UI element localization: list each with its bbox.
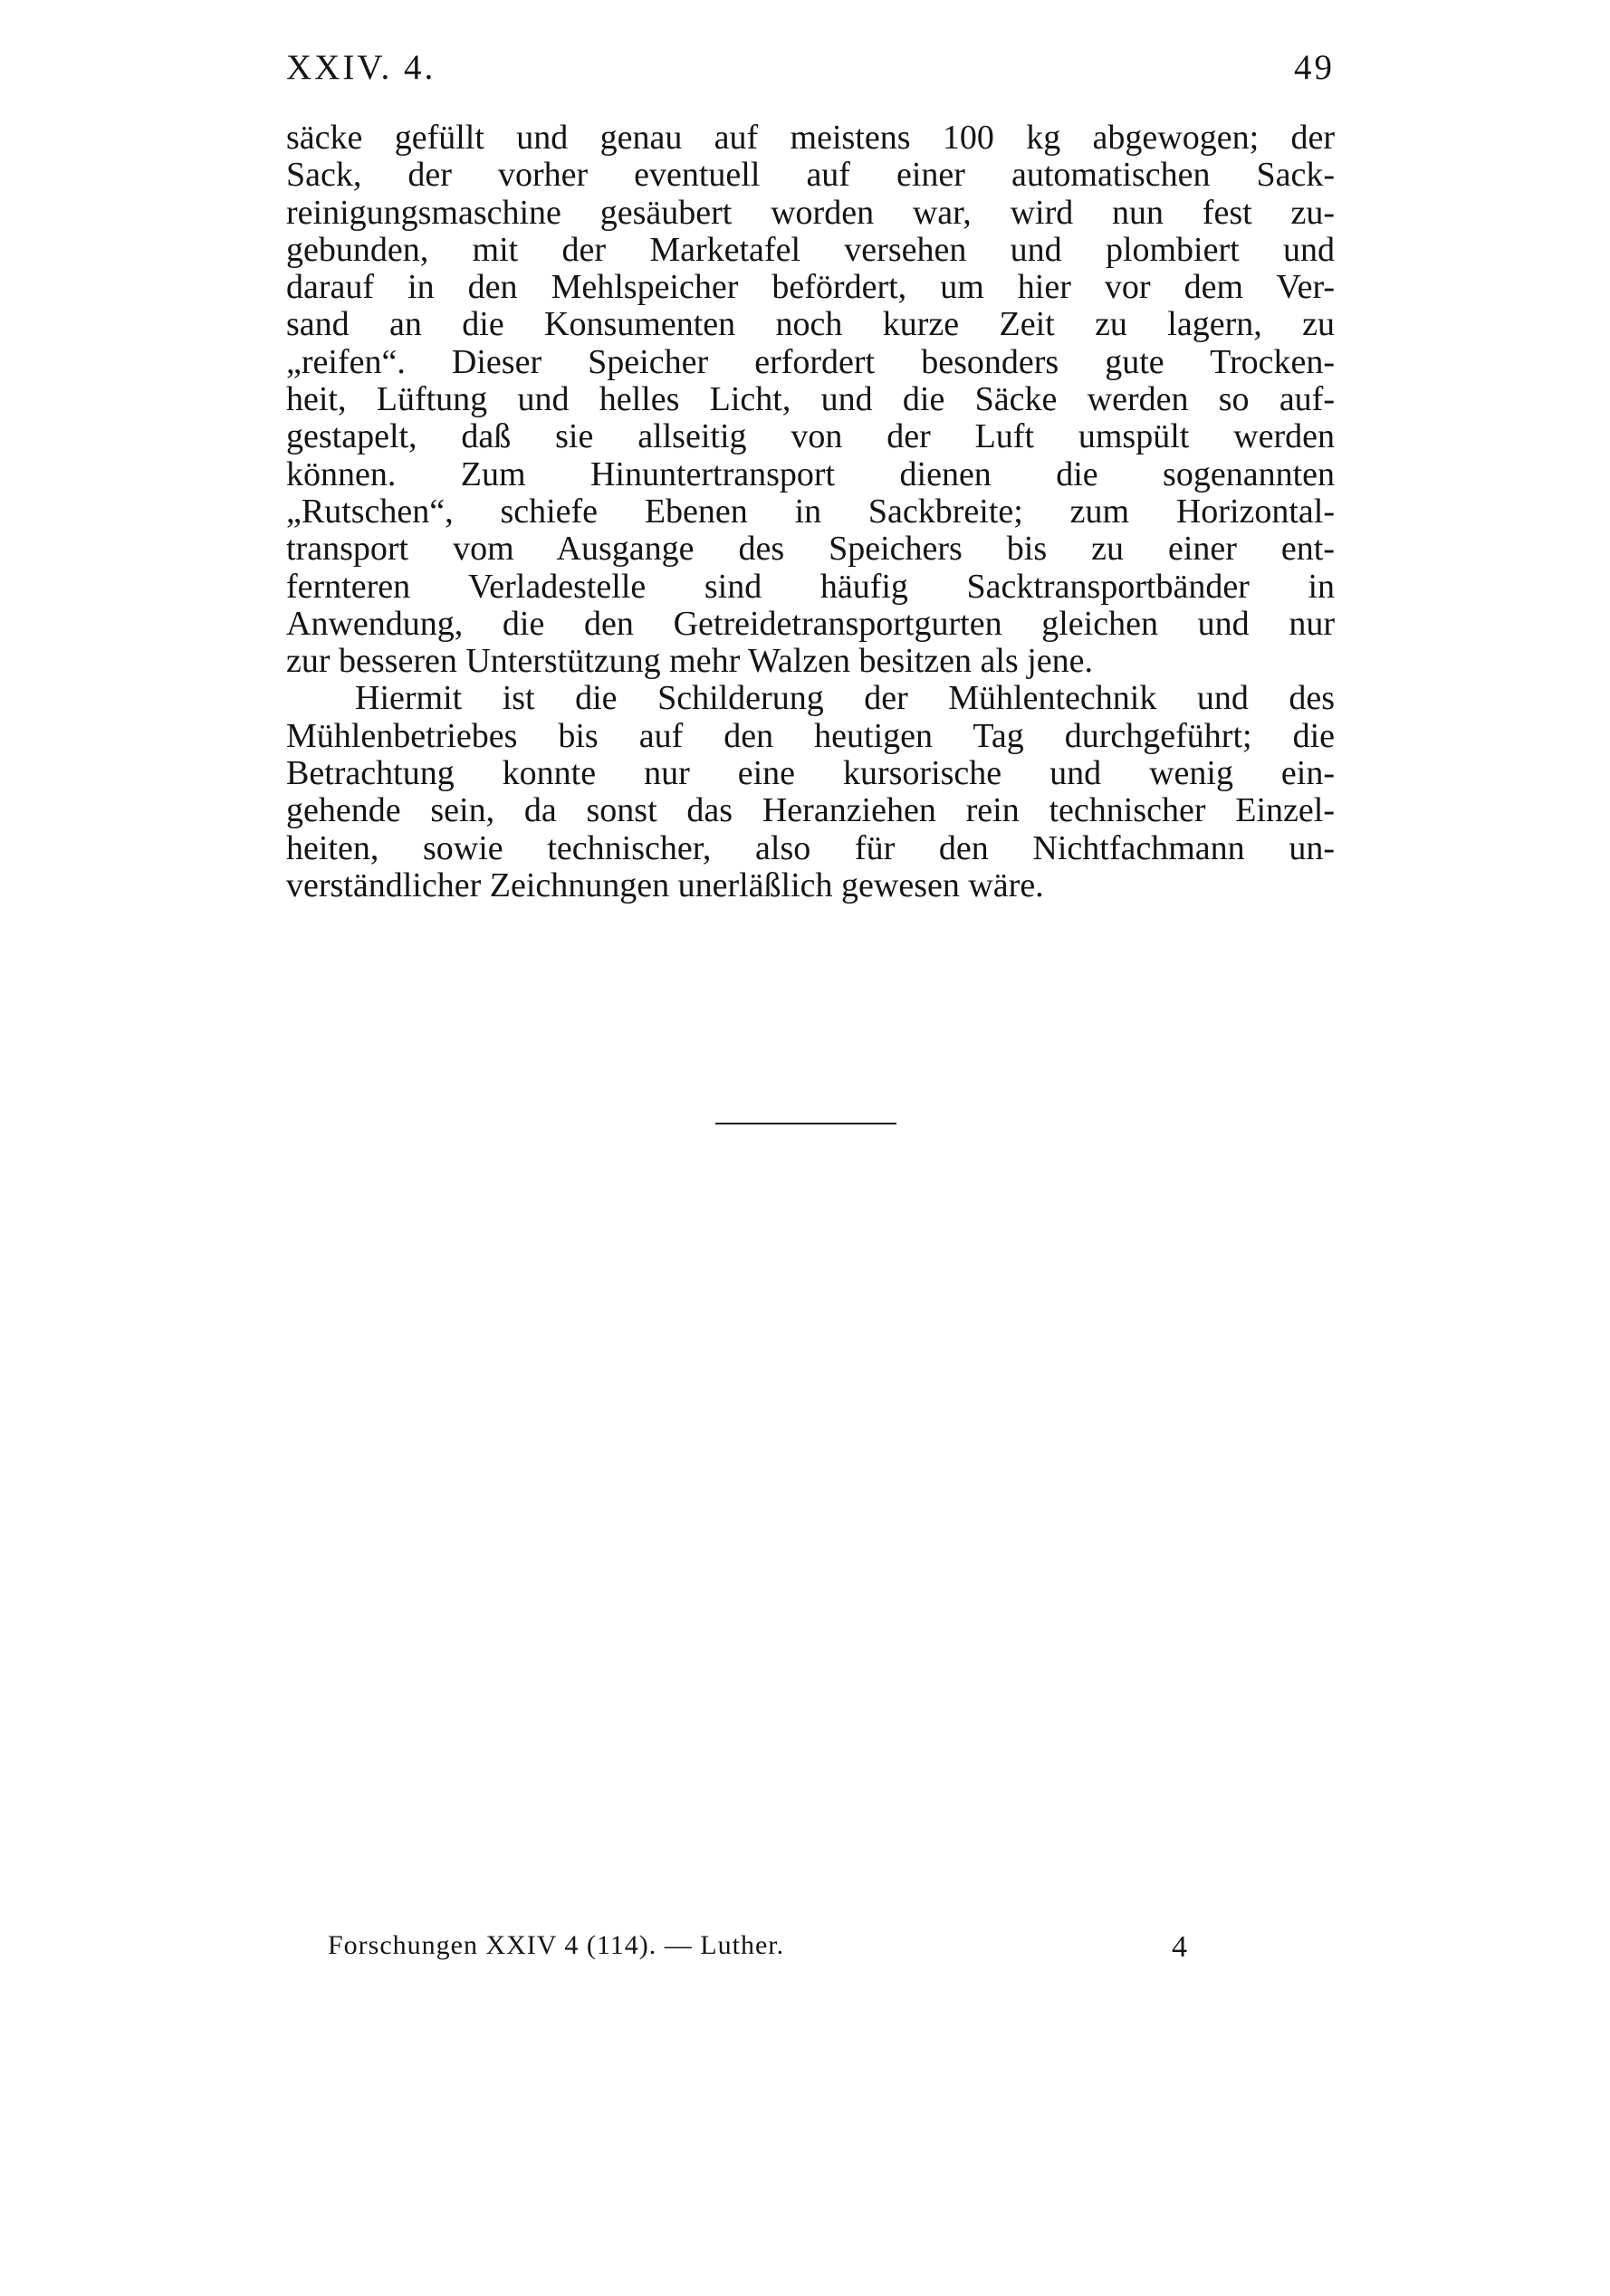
text-line: Hiermit ist die Schilderung der Mühlentechnik und des <box>355 679 1335 718</box>
text-line: „reifen“. Dieser Speicher erfordert besonders gute Trocken- <box>286 342 1335 381</box>
text-line: „Rutschen“, schiefe Ebenen in Sackbreite; zum Horizontal- <box>286 492 1335 531</box>
text-line: fernteren Verladestelle sind häufig Sacktransportbänder in <box>286 567 1335 606</box>
text-line: verständlicher Zeichnungen unerläßlich gewesen wäre. <box>286 866 1044 904</box>
text-line: säcke gefüllt und genau auf meistens 100 kg abgewogen; der <box>286 119 1335 157</box>
paragraph-2 <box>286 680 1335 904</box>
running-head <box>286 47 1335 92</box>
text-line: heiten, sowie technischer, also für den Nichtfachmann un- <box>286 828 1335 867</box>
text-line: gestapelt, daß sie allseitig von der Luft umspült werden <box>286 417 1335 456</box>
paragraph-1 <box>286 120 1335 680</box>
text-line: transport vom Ausgange des Speichers bis zu einer ent- <box>286 530 1335 569</box>
text-line: können. Zum Hinuntertransport dienen die sogenannten <box>286 454 1335 493</box>
text-line: zur besseren Unterstützung mehr Walzen besitzen als jene. <box>286 642 1094 681</box>
text-line: gebunden, mit der Marketafel versehen und plombiert und <box>286 230 1335 269</box>
text-line: Sack, der vorher eventuell auf einer automatischen Sack- <box>286 156 1335 195</box>
section-number: XXIV. 4. <box>286 48 436 87</box>
text-line: reinigungsmaschine gesäubert worden war, wird nun fest zu- <box>286 193 1335 232</box>
section-end-rule <box>715 1123 896 1124</box>
page-number: 49 <box>1294 48 1335 87</box>
text-line: sand an die Konsumenten noch kurze Zeit zu lagern, zu <box>286 305 1335 344</box>
text-line: Betrachtung konnte nur eine kursorische und wenig ein- <box>286 754 1335 793</box>
text-line: gehende sein, da sonst das Heranziehen rein technischer Einzel- <box>286 791 1335 830</box>
text-line: heit, Lüftung und helles Licht, und die Säcke werden so auf- <box>286 380 1335 419</box>
signature-number: 4 <box>1172 1930 1188 1964</box>
body-text <box>286 120 1335 904</box>
text-line: Anwendung, die den Getreidetransportgurten gleichen und nur <box>286 604 1335 643</box>
text-line: Mühlenbetriebes bis auf den heutigen Tag durchgeführt; die <box>286 716 1335 755</box>
signature-footer <box>328 1930 1188 1966</box>
text-line: darauf in den Mehlspeicher befördert, um hier vor dem Ver- <box>286 268 1335 307</box>
signature-line: Forschungen XXIV 4 (114). — Luther. <box>328 1930 785 1960</box>
